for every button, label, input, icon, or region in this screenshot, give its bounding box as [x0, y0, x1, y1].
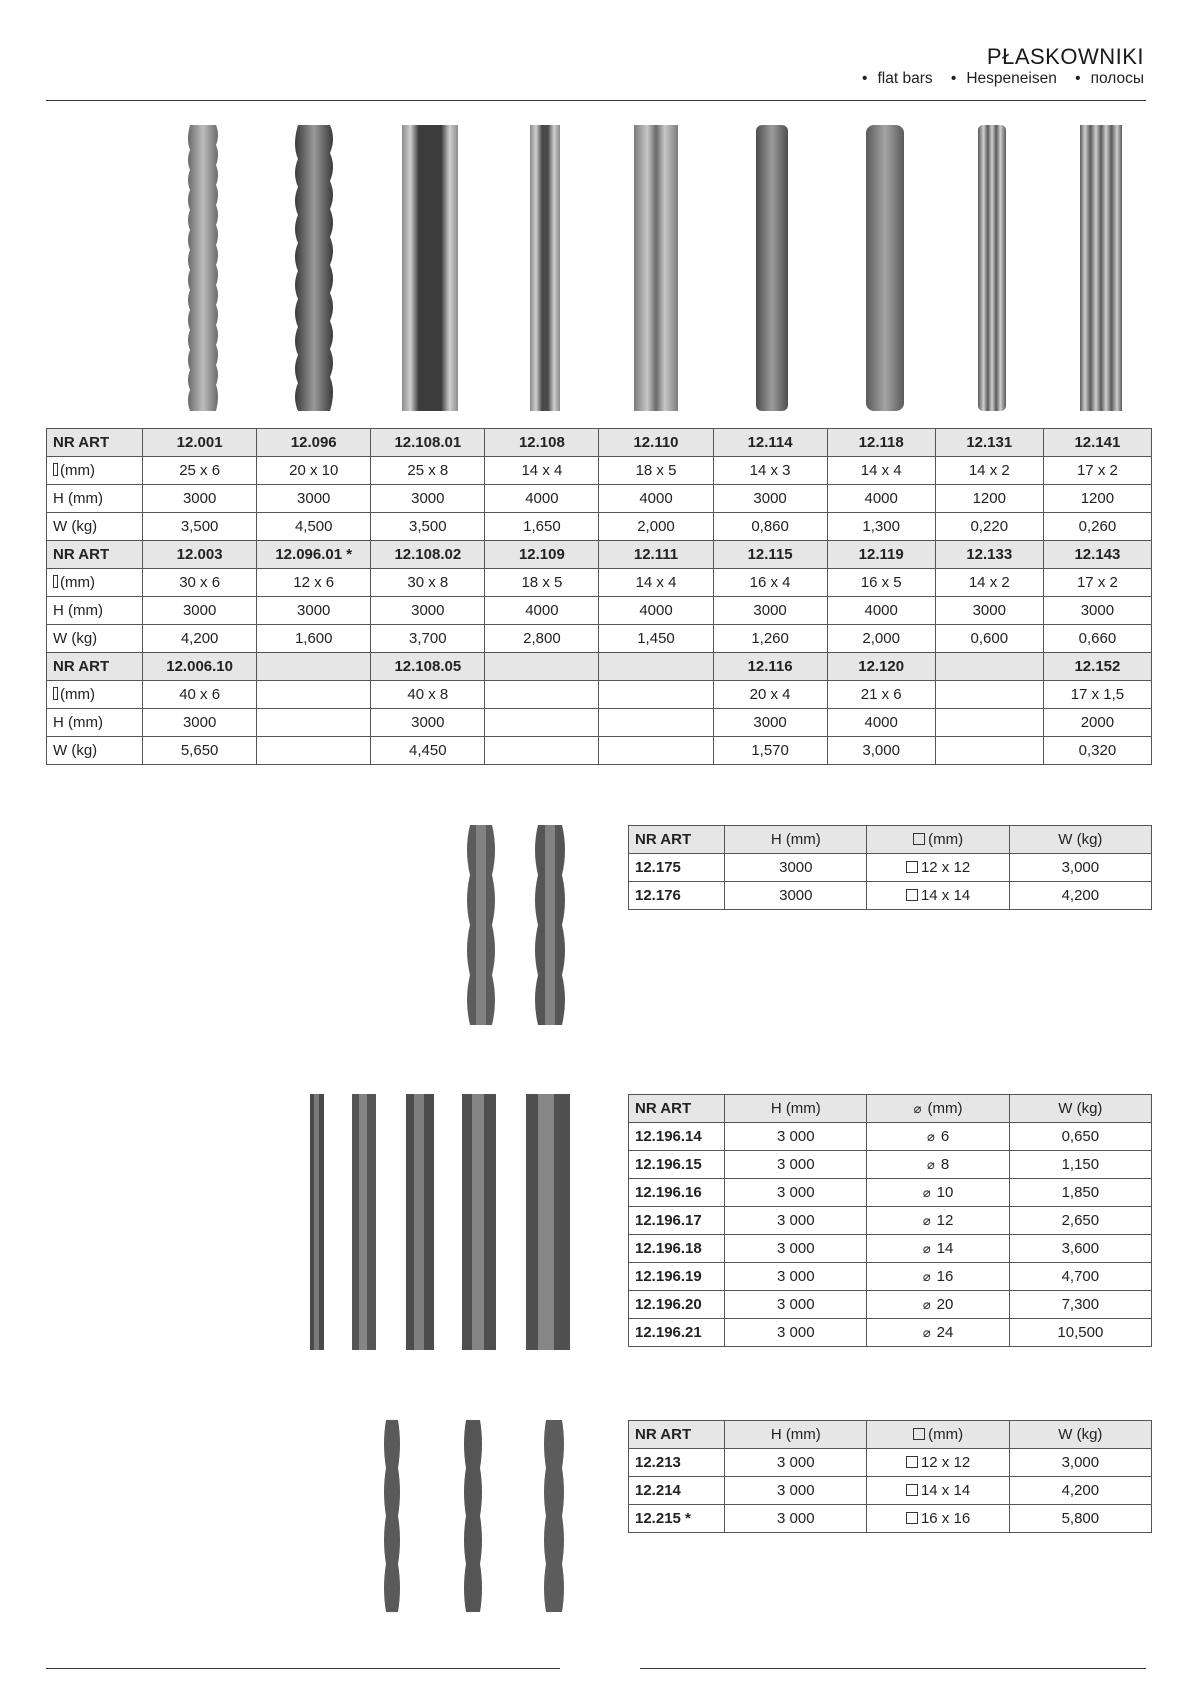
dimension-cell	[867, 1179, 1009, 1207]
dimension-cell	[867, 1319, 1009, 1347]
row-label-text: NR ART	[53, 434, 110, 451]
table-row	[47, 597, 1152, 625]
table-cell	[935, 737, 1043, 765]
row-label	[47, 625, 143, 653]
bar-image-12-114	[756, 125, 788, 411]
header-divider	[46, 100, 1146, 101]
header-cell	[867, 1421, 1009, 1449]
dimension-text: 12 x 12	[920, 1454, 971, 1471]
table-row	[629, 1179, 1152, 1207]
subtitle-ru: полосы	[1090, 70, 1144, 87]
diameter-icon: ⌀	[922, 1185, 931, 1200]
table-cell: 14 x 2	[935, 569, 1043, 597]
table-cell: 3,500	[371, 513, 485, 541]
row-label-text: W (kg)	[53, 630, 98, 647]
height-cell: 3000	[725, 882, 867, 910]
table-cell: 12.152	[1043, 653, 1151, 681]
square-bars-table-1	[628, 825, 1152, 910]
table-cell	[935, 709, 1043, 737]
row-label	[47, 653, 143, 681]
header-text: W (kg)	[1058, 831, 1103, 848]
table-cell	[257, 737, 371, 765]
diameter-icon: ⌀	[913, 1101, 922, 1116]
table-cell: 20 x 4	[713, 681, 827, 709]
table-cell: 4000	[485, 485, 599, 513]
table-cell	[935, 653, 1043, 681]
square-section-icon	[906, 1456, 918, 1468]
diameter-icon: ⌀	[922, 1241, 931, 1256]
footer-divider-right	[640, 1668, 1146, 1669]
row-label-text: (mm)	[60, 462, 95, 479]
header-cell	[725, 826, 867, 854]
weight-cell: 1,150	[1009, 1151, 1151, 1179]
table-cell: 12.108	[485, 429, 599, 457]
row-label-text: H (mm)	[53, 490, 103, 507]
height-cell: 3 000	[725, 1291, 867, 1319]
table-cell: 40 x 6	[143, 681, 257, 709]
table-cell: 12.120	[827, 653, 935, 681]
table-cell	[599, 737, 713, 765]
article-number: 12.213	[629, 1449, 725, 1477]
table-cell: 12.096	[257, 429, 371, 457]
bar-image-12-215	[542, 1420, 566, 1612]
row-label	[47, 569, 143, 597]
table-cell	[257, 709, 371, 737]
table-cell: 12 x 6	[257, 569, 371, 597]
table-cell: 12.111	[599, 541, 713, 569]
article-number: 12.196.20	[629, 1291, 725, 1319]
table-row	[47, 513, 1152, 541]
row-label	[47, 513, 143, 541]
table-cell: 2000	[1043, 709, 1151, 737]
dimension-text: 16 x 16	[920, 1510, 971, 1527]
table-cell: 12.143	[1043, 541, 1151, 569]
page-subtitle: • flat bars • Hespeneisen • полосы	[862, 70, 1144, 87]
table-cell: 5,650	[143, 737, 257, 765]
weight-cell: 4,200	[1009, 882, 1151, 910]
table-cell: 12.116	[713, 653, 827, 681]
table-cell	[257, 681, 371, 709]
weight-cell: 3,000	[1009, 854, 1151, 882]
table-cell: 3000	[143, 485, 257, 513]
dimension-text: 10	[936, 1184, 954, 1201]
bar-image-12-196-16	[406, 1094, 434, 1350]
table-cell: 12.001	[143, 429, 257, 457]
article-number: 12.196.15	[629, 1151, 725, 1179]
table-cell: 12.131	[935, 429, 1043, 457]
square-section-icon	[906, 1484, 918, 1496]
table-cell: 4000	[599, 485, 713, 513]
bar-image-12-196-17	[462, 1094, 496, 1350]
weight-cell: 5,800	[1009, 1505, 1151, 1533]
table-row	[629, 1263, 1152, 1291]
table-cell: 12.108.02	[371, 541, 485, 569]
height-cell: 3 000	[725, 1319, 867, 1347]
dimension-text: 14	[936, 1240, 954, 1257]
row-label	[47, 429, 143, 457]
table-cell: 12.141	[1043, 429, 1151, 457]
bar-image-12-118	[866, 125, 904, 411]
table-cell: 1,300	[827, 513, 935, 541]
table-cell: 1,600	[257, 625, 371, 653]
table-row	[629, 1291, 1152, 1319]
dimension-cell	[867, 1123, 1009, 1151]
square-section-icon	[906, 1512, 918, 1524]
bar-image-12-001	[186, 125, 220, 411]
table-cell: 4000	[485, 597, 599, 625]
subtitle-en: flat bars	[877, 70, 933, 87]
weight-cell: 0,650	[1009, 1123, 1151, 1151]
table-row	[47, 485, 1152, 513]
table-cell: 12.119	[827, 541, 935, 569]
table-cell: 3,000	[827, 737, 935, 765]
twisted-bars-table	[628, 1420, 1152, 1533]
square-section-icon	[906, 889, 918, 901]
dimension-cell	[867, 1263, 1009, 1291]
table-header-row	[629, 826, 1152, 854]
header-text: (mm)	[927, 1100, 963, 1117]
row-label-text: (mm)	[60, 574, 95, 591]
rect-section-icon	[53, 687, 58, 700]
row-label	[47, 737, 143, 765]
article-number: 12.196.16	[629, 1179, 725, 1207]
table-header-row	[629, 1421, 1152, 1449]
table-cell: 0,320	[1043, 737, 1151, 765]
bar-image-12-196-15	[352, 1094, 376, 1350]
header-text: NR ART	[635, 1100, 692, 1117]
table-cell: 25 x 6	[143, 457, 257, 485]
table-row	[629, 1151, 1152, 1179]
table-cell: 12.110	[599, 429, 713, 457]
table-cell: 4000	[599, 597, 713, 625]
header-cell	[629, 1421, 725, 1449]
dimension-text: 16	[936, 1268, 954, 1285]
table-cell	[599, 709, 713, 737]
header-cell	[629, 826, 725, 854]
table-cell: 12.115	[713, 541, 827, 569]
table-cell: 3000	[143, 709, 257, 737]
subtitle-de: Hespeneisen	[966, 70, 1057, 87]
page-title: PŁASKOWNIKI	[986, 44, 1144, 69]
table-row	[629, 1123, 1152, 1151]
dimension-text: 12 x 12	[920, 859, 971, 876]
table-cell: 3000	[257, 485, 371, 513]
dimension-text: 20	[936, 1296, 954, 1313]
weight-cell: 3,000	[1009, 1449, 1151, 1477]
table-cell: 2,800	[485, 625, 599, 653]
table-cell: 1,570	[713, 737, 827, 765]
table-cell: 3,500	[143, 513, 257, 541]
table-row	[47, 429, 1152, 457]
header-text: W (kg)	[1058, 1426, 1103, 1443]
table-cell: 12.006.10	[143, 653, 257, 681]
table-cell	[485, 681, 599, 709]
header-cell	[867, 1095, 1009, 1123]
table-cell: 3000	[713, 597, 827, 625]
dimension-text: 8	[940, 1156, 950, 1173]
rect-section-icon	[53, 575, 58, 588]
table-cell: 14 x 4	[485, 457, 599, 485]
height-cell: 3 000	[725, 1263, 867, 1291]
table-cell: 4,200	[143, 625, 257, 653]
header-cell	[1009, 826, 1151, 854]
diameter-icon: ⌀	[922, 1325, 931, 1340]
table-cell: 3000	[371, 597, 485, 625]
bar-image-12-108-01	[402, 125, 458, 411]
table-cell: 3000	[371, 709, 485, 737]
height-cell: 3 000	[725, 1207, 867, 1235]
row-label	[47, 485, 143, 513]
table-cell: 17 x 2	[1043, 457, 1151, 485]
table-cell: 17 x 1,5	[1043, 681, 1151, 709]
weight-cell: 1,850	[1009, 1179, 1151, 1207]
header-text: (mm)	[928, 831, 964, 848]
header-cell	[867, 826, 1009, 854]
bar-image-12-108	[530, 125, 560, 411]
table-cell: 0,260	[1043, 513, 1151, 541]
table-cell	[485, 737, 599, 765]
dimension-text: 24	[936, 1324, 954, 1341]
table-cell: 16 x 4	[713, 569, 827, 597]
table-cell: 18 x 5	[599, 457, 713, 485]
table-row	[47, 569, 1152, 597]
dimension-cell	[867, 1207, 1009, 1235]
table-cell	[599, 681, 713, 709]
table-cell: 12.108.05	[371, 653, 485, 681]
table-cell: 30 x 6	[143, 569, 257, 597]
table-cell: 4,450	[371, 737, 485, 765]
header-cell	[1009, 1421, 1151, 1449]
header-text: NR ART	[635, 831, 692, 848]
table-row	[47, 457, 1152, 485]
table-cell: 1,650	[485, 513, 599, 541]
table-cell: 14 x 4	[599, 569, 713, 597]
table-cell	[257, 653, 371, 681]
header-text: W (kg)	[1058, 1100, 1103, 1117]
row-label	[47, 541, 143, 569]
dimension-text: 12	[936, 1212, 954, 1229]
header-text: H (mm)	[770, 831, 821, 848]
weight-cell: 2,650	[1009, 1207, 1151, 1235]
article-number: 12.196.21	[629, 1319, 725, 1347]
header-cell	[629, 1095, 725, 1123]
bar-image-12-110	[634, 125, 678, 411]
square-section-icon	[913, 1428, 925, 1440]
bar-image-12-131	[978, 125, 1006, 411]
footer-divider-left	[46, 1668, 560, 1669]
article-number: 12.176	[629, 882, 725, 910]
table-cell: 0,220	[935, 513, 1043, 541]
table-row	[47, 653, 1152, 681]
dimension-cell	[867, 1291, 1009, 1319]
table-cell	[485, 709, 599, 737]
table-header-row	[629, 1095, 1152, 1123]
row-label	[47, 681, 143, 709]
table-cell	[599, 653, 713, 681]
row-label	[47, 597, 143, 625]
article-number: 12.196.14	[629, 1123, 725, 1151]
table-cell: 2,000	[599, 513, 713, 541]
header-text: (mm)	[928, 1426, 964, 1443]
row-label-text: (mm)	[60, 686, 95, 703]
height-cell: 3 000	[725, 1123, 867, 1151]
table-cell: 12.108.01	[371, 429, 485, 457]
square-section-icon	[906, 861, 918, 873]
table-cell: 1200	[935, 485, 1043, 513]
table-cell: 40 x 8	[371, 681, 485, 709]
table-cell: 25 x 8	[371, 457, 485, 485]
bar-image-12-196-18	[526, 1094, 570, 1350]
article-number: 12.196.18	[629, 1235, 725, 1263]
table-cell: 18 x 5	[485, 569, 599, 597]
table-cell: 3000	[371, 485, 485, 513]
diameter-icon: ⌀	[926, 1157, 935, 1172]
table-cell: 2,000	[827, 625, 935, 653]
bar-image-12-196-14	[310, 1094, 324, 1350]
row-label	[47, 709, 143, 737]
table-cell: 0,660	[1043, 625, 1151, 653]
table-row	[47, 541, 1152, 569]
table-cell: 14 x 4	[827, 457, 935, 485]
square-section-icon	[913, 833, 925, 845]
table-cell: 4000	[827, 597, 935, 625]
table-cell: 12.096.01 *	[257, 541, 371, 569]
table-row	[629, 1449, 1152, 1477]
table-cell: 12.118	[827, 429, 935, 457]
weight-cell: 7,300	[1009, 1291, 1151, 1319]
table-row	[47, 625, 1152, 653]
table-cell: 14 x 2	[935, 457, 1043, 485]
table-cell: 3000	[1043, 597, 1151, 625]
header-text: H (mm)	[770, 1426, 821, 1443]
table-row	[629, 1319, 1152, 1347]
diameter-icon: ⌀	[922, 1213, 931, 1228]
dimension-cell	[867, 854, 1009, 882]
table-cell: 3000	[935, 597, 1043, 625]
table-row	[47, 709, 1152, 737]
table-cell: 12.109	[485, 541, 599, 569]
weight-cell: 4,700	[1009, 1263, 1151, 1291]
dimension-cell	[867, 1505, 1009, 1533]
header-text: NR ART	[635, 1426, 692, 1443]
row-label-text: H (mm)	[53, 714, 103, 731]
table-cell: 3000	[713, 709, 827, 737]
row-label-text: NR ART	[53, 658, 110, 675]
dimension-cell	[867, 1151, 1009, 1179]
table-cell: 4000	[827, 709, 935, 737]
table-cell: 20 x 10	[257, 457, 371, 485]
weight-cell: 3,600	[1009, 1235, 1151, 1263]
article-number: 12.214	[629, 1477, 725, 1505]
weight-cell: 10,500	[1009, 1319, 1151, 1347]
dimension-text: 14 x 14	[920, 1482, 971, 1499]
table-cell: 1,260	[713, 625, 827, 653]
height-cell: 3 000	[725, 1477, 867, 1505]
table-cell: 21 x 6	[827, 681, 935, 709]
row-label-text: W (kg)	[53, 518, 98, 535]
row-label	[47, 457, 143, 485]
article-number: 12.196.19	[629, 1263, 725, 1291]
table-cell: 0,600	[935, 625, 1043, 653]
dimension-cell	[867, 1477, 1009, 1505]
dimension-cell	[867, 882, 1009, 910]
rect-section-icon	[53, 463, 58, 476]
header-cell	[725, 1095, 867, 1123]
dimension-cell	[867, 1449, 1009, 1477]
table-row	[629, 1235, 1152, 1263]
table-row	[47, 681, 1152, 709]
weight-cell: 4,200	[1009, 1477, 1151, 1505]
flat-bars-table	[46, 428, 1152, 765]
table-row	[629, 882, 1152, 910]
table-row	[47, 737, 1152, 765]
row-label-text: NR ART	[53, 546, 110, 563]
table-cell: 3000	[713, 485, 827, 513]
height-cell: 3 000	[725, 1235, 867, 1263]
table-row	[629, 854, 1152, 882]
bar-image-12-213	[382, 1420, 402, 1612]
height-cell: 3 000	[725, 1505, 867, 1533]
table-cell: 12.114	[713, 429, 827, 457]
table-cell: 3,700	[371, 625, 485, 653]
bar-image-12-214	[462, 1420, 484, 1612]
height-cell: 3 000	[725, 1449, 867, 1477]
table-cell: 17 x 2	[1043, 569, 1151, 597]
table-cell: 12.133	[935, 541, 1043, 569]
table-cell: 4000	[827, 485, 935, 513]
article-number: 12.215 *	[629, 1505, 725, 1533]
table-cell: 4,500	[257, 513, 371, 541]
table-cell: 16 x 5	[827, 569, 935, 597]
height-cell: 3 000	[725, 1179, 867, 1207]
row-label-text: H (mm)	[53, 602, 103, 619]
table-cell: 1,450	[599, 625, 713, 653]
table-cell: 30 x 8	[371, 569, 485, 597]
header-cell	[1009, 1095, 1151, 1123]
table-cell	[485, 653, 599, 681]
table-cell: 3000	[257, 597, 371, 625]
table-cell: 14 x 3	[713, 457, 827, 485]
table-cell: 12.003	[143, 541, 257, 569]
table-cell	[935, 681, 1043, 709]
table-row	[629, 1477, 1152, 1505]
article-number: 12.175	[629, 854, 725, 882]
diameter-icon: ⌀	[922, 1269, 931, 1284]
bar-image-12-175	[464, 825, 498, 1025]
dimension-text: 6	[940, 1128, 950, 1145]
table-cell: 0,860	[713, 513, 827, 541]
round-bars-table	[628, 1094, 1152, 1347]
header-text: H (mm)	[770, 1100, 821, 1117]
height-cell: 3 000	[725, 1151, 867, 1179]
diameter-icon: ⌀	[922, 1297, 931, 1312]
row-label-text: W (kg)	[53, 742, 98, 759]
dimension-cell	[867, 1235, 1009, 1263]
diameter-icon: ⌀	[926, 1129, 935, 1144]
dimension-text: 14 x 14	[920, 887, 971, 904]
bar-image-12-176	[532, 825, 568, 1025]
table-cell: 1200	[1043, 485, 1151, 513]
header-cell	[725, 1421, 867, 1449]
bar-image-12-096	[292, 125, 336, 411]
height-cell: 3000	[725, 854, 867, 882]
table-row	[629, 1207, 1152, 1235]
bar-image-12-141	[1080, 125, 1122, 411]
article-number: 12.196.17	[629, 1207, 725, 1235]
table-row	[629, 1505, 1152, 1533]
table-cell: 3000	[143, 597, 257, 625]
